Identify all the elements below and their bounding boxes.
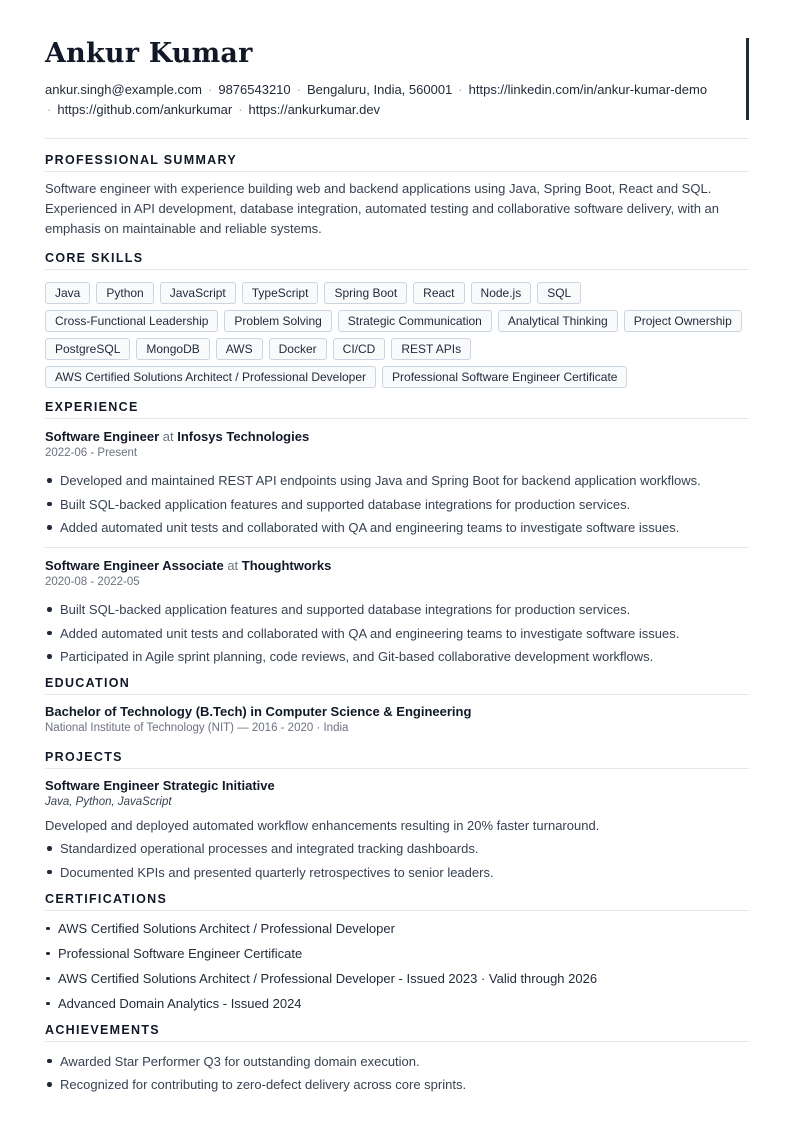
job-at: at [162,429,174,444]
achievement-list [45,1052,749,1095]
separator: · [47,102,52,117]
section-title-education: EDUCATION [45,676,749,695]
separator: · [458,82,463,97]
achievement-item: Recognized for contributing to zero-defect delivery across core sprints. [45,1075,749,1094]
skills-chip-list [45,282,749,388]
job-company: Infosys Technologies [177,429,310,444]
project-tech: Java, Python, JavaScript [45,796,172,808]
job-company: Thoughtworks [241,558,332,573]
skill-chip: Node.js [471,282,532,304]
job-dates: 2022-06 - Present [45,447,138,459]
contact-github[interactable]: https://github.com/ankurkumar [57,102,233,117]
job-bullet: Developed and maintained REST API endpoints using Java and Spring Boot for backend application workflows. [45,471,749,490]
project-bullet: Standardized operational processes and integrated tracking dashboards. [45,839,749,858]
section-title-experience: EXPERIENCE [45,400,749,419]
skill-chip: Analytical Thinking [498,310,618,332]
job-bullet: Built SQL-backed application features and supported database integrations for production services. [45,495,749,514]
separator: · [238,102,243,117]
contact-website[interactable]: https://ankurkumar.dev [248,102,381,117]
achievement-item: Awarded Star Performer Q3 for outstanding domain execution. [45,1052,749,1071]
education-meta: National Institute of Technology (NIT) — 2016 - 2020 · India [45,722,349,734]
contact-linkedin[interactable]: https://linkedin.com/in/ankur-kumar-demo [468,82,708,97]
skill-chip: Java [45,282,90,304]
skill-chip: Python [96,282,153,304]
section-title-achievements: ACHIEVEMENTS [45,1023,749,1042]
skill-chip: Strategic Communication [338,310,492,332]
certification-item: Professional Software Engineer Certificate [45,944,749,963]
summary-section [45,153,749,239]
separator: · [208,82,213,97]
skill-chip: Professional Software Engineer Certificate [382,366,627,388]
skill-chip: PostgreSQL [45,338,130,360]
skill-chip: TypeScript [242,282,319,304]
job-heading [45,428,749,445]
skills-section [45,251,749,388]
skill-chip: Docker [269,338,327,360]
job-heading [45,557,749,574]
job-dates: 2020-08 - 2022-05 [45,576,140,588]
separator: · [296,82,301,97]
job-bullet: Added automated unit tests and collaborated with QA and engineering teams to investigate software issues. [45,624,749,643]
skill-chip: Problem Solving [224,310,331,332]
skill-chip: REST APIs [391,338,471,360]
skill-chip: React [413,282,464,304]
contact-email[interactable]: ankur.singh@example.com [45,82,202,97]
skill-chip: CI/CD [333,338,386,360]
skill-chip: MongoDB [136,338,209,360]
achievements-section [45,1023,749,1095]
job-bullets [45,600,749,666]
certification-item: AWS Certified Solutions Architect / Professional Developer - Issued 2023 · Valid through 2026 [45,969,749,988]
job-bullets [45,471,749,537]
resume-header [45,38,749,139]
certifications-section [45,892,749,1013]
job-at: at [227,558,239,573]
contact-line [45,80,729,120]
job-role: Software Engineer Associate [45,558,224,573]
job-entry [45,419,749,537]
contact-location: Bengaluru, India, 560001 [307,82,453,97]
section-title-projects: PROJECTS [45,750,749,769]
project-name: Software Engineer Strategic Initiative [45,778,275,793]
skill-chip: Cross-Functional Leadership [45,310,218,332]
summary-text: Software engineer with experience building web and backend applications using Java, Spring Boot, React and SQL. Experienced in API development, database integration, automated testing and collaborative software delivery, with an emphasis on maintainable and reliable systems. [45,181,720,236]
certification-item: Advanced Domain Analytics - Issued 2024 [45,994,749,1013]
skill-chip: AWS [216,338,263,360]
education-degree: Bachelor of Technology (B.Tech) in Computer Science & Engineering [45,704,472,719]
job-bullet: Added automated unit tests and collaborated with QA and engineering teams to investigate software issues. [45,518,749,537]
projects-section [45,750,749,882]
contact-phone[interactable]: 9876543210 [218,82,291,97]
job-bullet: Participated in Agile sprint planning, code reviews, and Git-based collaborative development workflows. [45,647,749,666]
section-title-certifications: CERTIFICATIONS [45,892,749,911]
certification-item: AWS Certified Solutions Architect / Professional Developer [45,919,749,938]
project-bullet: Documented KPIs and presented quarterly retrospectives to senior leaders. [45,863,749,882]
project-description: Developed and deployed automated workflow enhancements resulting in 20% faster turnaround. [45,818,600,833]
candidate-name: Ankur Kumar [45,38,253,69]
certification-list [45,919,749,1013]
job-entry [45,547,749,666]
section-title-summary: PROFESSIONAL SUMMARY [45,153,749,172]
skill-chip: JavaScript [160,282,236,304]
header-accent-bar [746,38,749,120]
skill-chip: SQL [537,282,581,304]
project-bullets [45,839,749,882]
skill-chip: AWS Certified Solutions Architect / Professional Developer [45,366,376,388]
skill-chip: Project Ownership [624,310,742,332]
education-section [45,676,749,736]
job-role: Software Engineer [45,429,160,444]
experience-section [45,400,749,666]
job-bullet: Built SQL-backed application features and supported database integrations for production services. [45,600,749,619]
section-title-skills: CORE SKILLS [45,251,749,270]
skill-chip: Spring Boot [324,282,407,304]
